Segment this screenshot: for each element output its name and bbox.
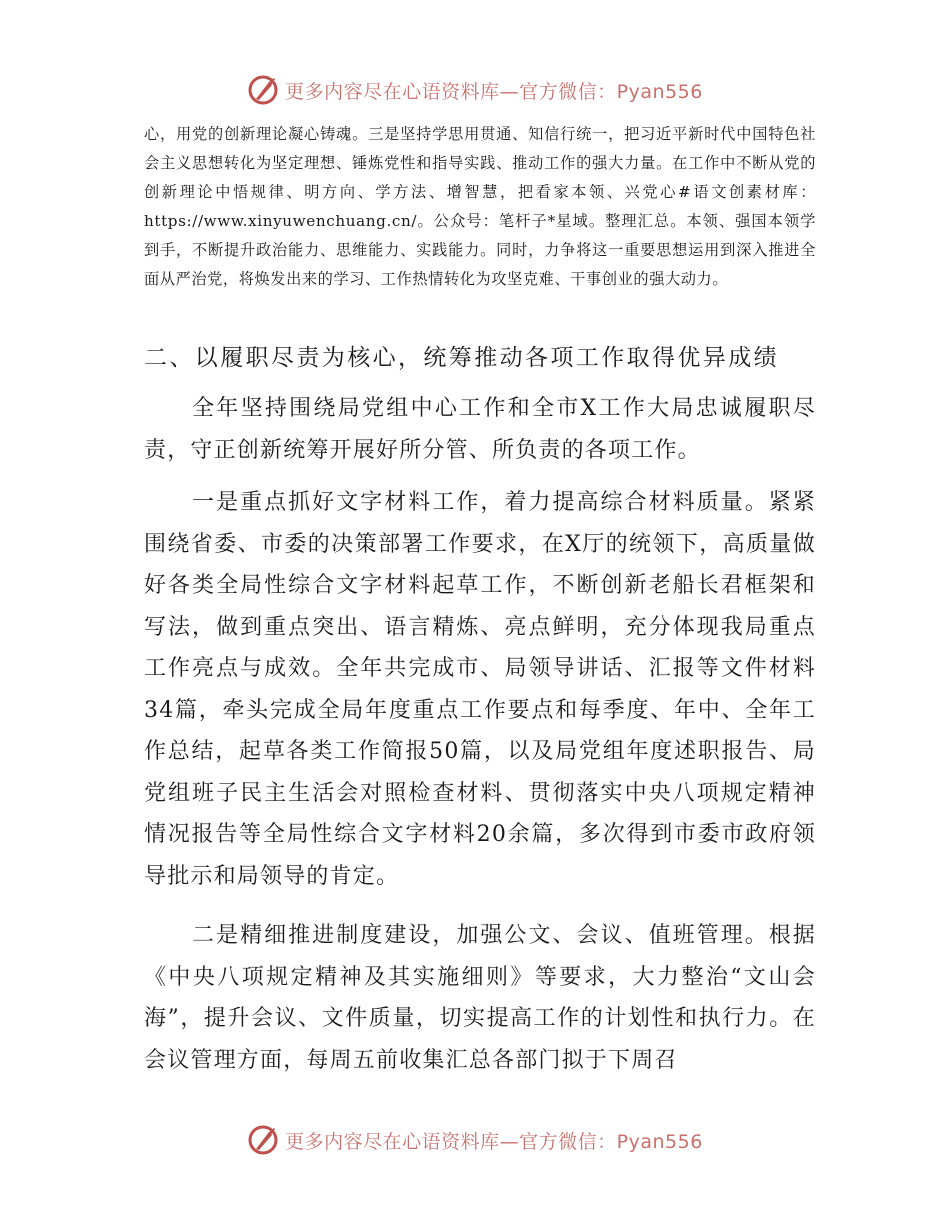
header-watermark-banner (0, 70, 950, 110)
header-watermark-text: 更多内容尽在心语资料库—官方微信：Pyan556 (285, 80, 703, 103)
footer-watermark-text: 更多内容尽在心语资料库—官方微信：Pyan556 (285, 1130, 703, 1153)
section-heading: 二、以履职尽责为核心，统筹推动各项工作取得优异成绩 (144, 345, 779, 371)
body-paragraph-2: 一是重点抓好文字材料工作，着力提高综合材料质量。紧紧围绕省委、市委的决策部署工作要求，在X厅的统领下，高质量做好各类全局性综合文字材料起草工作，不断创新老船长君框架和写法，做到重点突出、语言精炼、亮点鲜明，充分体现我局重点工作亮点与成效。全年共完成市、局领导讲话、汇报等文件材料34篇，牵头完成全局年度重点工作要点和每季度、年中、全年工作总结，起草各类工作简报50篇，以及局党组年度述职报告、局党组班子民主生活会对照检查材料、贯彻落实中央八项规定精神情况报告等全局性综合文字材料20余篇，多次得到市委市政府领导批示和局领导的肯定。 (144, 490, 816, 889)
footer-watermark-banner (0, 1120, 950, 1160)
body-paragraph-1: 全年坚持围绕局党组中心工作和全市X工作大局忠诚履职尽责，守正创新统筹开展好所分管、所负责的各项工作。 (144, 396, 816, 463)
quill-logo-icon (247, 1124, 279, 1156)
body-paragraph-3: 二是精细推进制度建设，加强公文、会议、值班管理。根据《中央八项规定精神及其实施细则》等要求，大力整治“文山会海”，提升会议、文件质量，切实提高工作的计划性和执行力。在会议管理方面，每周五前收集汇总各部门拟于下周召 (144, 923, 816, 1073)
intro-paragraph: 心，用党的创新理论凝心铸魂。三是坚持学思用贯通、知信行统一，把习近平新时代中国特色社会主义思想转化为坚定理想、锤炼党性和指导实践、推动工作的强大力量。在工作中不断从党的创新理论中悟规律、明方向、学方法、增智慧，把看家本领、兴党心#语文创素材库：https://www.xinyuwenchuang.cn/。公众号：笔杆子*星域。整理汇总。本领、强国本领学到手，不断提升政治能力、思维能力、实践能力。同时，力争将这一重要思想运用到深入推进全面从严治党，将焕发出来的学习、工作热情转化为攻坚克难、干事创业的强大动力。 (144, 125, 816, 288)
quill-logo-icon (247, 74, 279, 106)
